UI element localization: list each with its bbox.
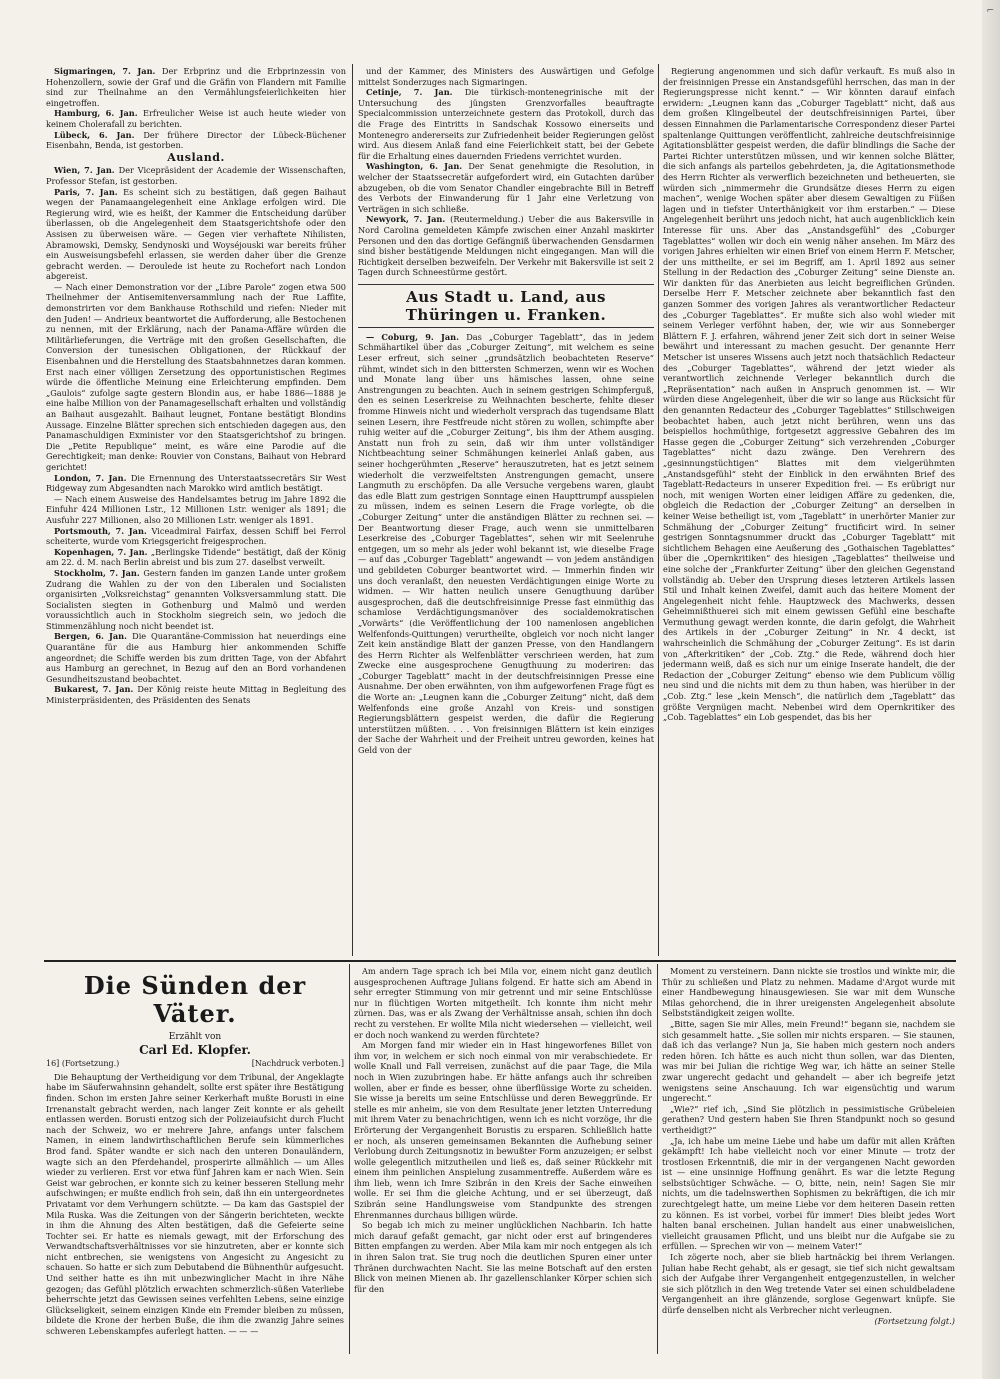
news-text: Es scheint sich zu bestätigen, daß gegen Baihaut wegen der Panamaangelegenheit eine Anklage erfolgen wird. Die Regierung wird, wie es heißt, der Kammer die Entscheidung darüber überlassen, ob die Angelegenheit dem Staatsgerichtshofe oder den Assisen zu überweisen wäre. — Gegen vier verhaftete Nihilisten, Abramowski, Demsky, Sendynoski und Woyséjouski war bereits früher ein Ausweisungsbefehl erlassen, sie werden daher über die Grenze gebracht werden. — Deroulede ist heute zu Rochefort nach London abgereist. xyxy=(46,186,346,282)
column-rule xyxy=(657,964,658,1354)
dateline: Bukarest, 7. Jan. xyxy=(54,684,138,695)
news-item xyxy=(46,494,346,526)
dateline: Stockholm, 7. Jan. xyxy=(54,567,144,578)
news-item xyxy=(46,473,346,494)
news-item xyxy=(46,526,346,547)
serial-told-by: Erzählt von xyxy=(168,1032,222,1042)
news-text: — Nach einem Ausweise des Handelsamtes betrug im Jahre 1892 die Einfuhr 424 Millionen Lstr., 12 Millionen Lstr. weniger als 1891; die Ausfuhr 227 Millionen, also 20 Millionen Lstr. weniger als 1891. xyxy=(46,493,346,525)
serial-column-1 xyxy=(46,966,344,1350)
news-item xyxy=(46,130,346,151)
news-item xyxy=(46,108,346,129)
news-text: Der Erbprinz und die Erbprinzessin von Hohenzollern, sowie der Graf und die Gräfin von Flandern mit Familie sind zur Theilnahme an den Vermählungsfeierlichkeiten hier eingetroffen. xyxy=(46,66,346,108)
serial-paragraph: Ich zögerte noch, aber sie blieb hartnäckig bei ihrem Verlangen. Julian habe Recht gehabt, als er gesagt, sie tief sich nicht gewaltsam sich der Aufgabe ihrer Vergangenheit entgegenzustellen, in welcher sie sich plötzlich in den Weg tretende Vater sei einen schuldbeladene Vergangenheit an ihre glänzende, sorglose Gegenwart knüpfe. Sie dürfe denselben nicht als Verbrecher nicht verleugnen. xyxy=(662,1252,955,1315)
column-rule xyxy=(658,64,659,956)
serial-paragraph: „Ja, ich habe um meine Liebe und habe um dafür mit allen Kräften gekämpft! Ich habe vielleicht noch vor einer Minute — trotz der trostlosen Erkenntniß, die mir in der vergangenen Nacht geworden ist — eine unsinnige Hoffnung genährt. Es war die letzte Regung selbstsüchtiger Schwäche. — O, bitte, nein, nein! Sagen Sie mir nichts, um die tadelnswerthen Sophismen zu bekräftigen, die ich mir zurechtgelegt hatte, um meine Liebe vor dem heiteren Dasein retten zu können. Es ist vorbei, vorbei für immer! Dies bleibt jedes Wort halten banal erscheinen. Julian handelt aus einer unabweislichen, vielleicht grausamen Pflicht, und uns bleibt nur die Aufgabe sie zu erfüllen. — Sprechen wir von — meinem Vater!“ xyxy=(662,1135,955,1252)
news-text: Der Senat genehmigte die Resolution, in welcher der Staatssecretär aufgefordert wird, ein Gutachten darüber abzugeben, ob die vom Senator Chandler eingebrachte Bill in Betreff des Verbots der Einwanderung für 1 Jahr eine Verletzung von Verträgen in sich schließe. xyxy=(358,161,654,214)
dateline: Sigmaringen, 7. Jan. xyxy=(54,66,162,76)
dateline: Hamburg, 6. Jan. xyxy=(54,108,144,119)
news-text: Die türkisch-montenegrinische mit der Untersuchung des jüngsten Grenzvorfalles beauftragte Specialcommission unterzeichnete gestern das Protokoll, durch das die Frage des Eintritts in Sandschak Kossowo einerseits und Montenegro andererseits zur Zufriedenheit beider Regierungen gelöst wird. Aus diesem Anlaß fand eine Feierlichkeit statt, bei der Gebete für die Erhaltung eines dauernden Friedens verrichtet wurden. xyxy=(358,87,654,161)
news-text: (Reutermeldung.) Ueber die aus Bakersville in Nord Carolina gemeldeten Kämpfe zwischen einer Anzahl maskirter Personen und den das dortige Gefängniß überwachenden Gensdarmen sind bisher bestätigende Meldungen nicht eingegangen. Man will die Richtigkeit derselben bezweifeln. Der Verkehr mit Bakersville ist seit 2 Tagen durch Schneestürme gestört. xyxy=(358,214,654,278)
dateline: Lübeck, 6. Jan. xyxy=(54,129,144,140)
dateline: — Coburg, 9. Jan. xyxy=(366,331,467,342)
news-item xyxy=(358,66,654,87)
column-rule xyxy=(349,964,350,1354)
news-item xyxy=(46,631,346,684)
news-text: Gestern fanden im ganzen Lande unter großem Zudrang die Wahlen zu der von den Liberalen und Socialisten organisirten „Volksreichstag“ genannten Volksversammlung statt. Die Socialisten siegten in Gothenburg und Malmö und werden voraussichtlich auch in Stockholm siegreich sein, wo jedoch die Stimmenzählung noch nicht beendet ist. xyxy=(46,567,346,631)
column-rule xyxy=(352,64,353,956)
news-column-2 xyxy=(358,66,654,954)
dateline: Wien, 7. Jan. xyxy=(54,165,119,176)
news-text: — Nach einer Demonstration vor der „Libre Parole“ zogen etwa 500 Theilnehmer der Antisemitenversammlung nach der Rue Laffite, demonstrirten vor dem Bankhause Rothschild und riefen: Nieder mit den Juden! — Andrieux beantwortet die Aufforderung, alle Bestochenen zu nennen, mit der Erklärung, nach der Panama-Affäre würden die Militärlieferungen, die Verträge mit den großen Gesellschaften, die Conversion der tunesischen Obligationen, der Rückkauf der Eisenbahnen und die Herstellung des Staatsbahnnetzes daran kommen. Erst nach einer völligen Zersetzung des opportunistischen Regimes würde die öffentliche Meinung eine Erleichterung empfinden. Dem „Gaulois“ zufolge sagte gestern Blondin aus, er habe 1886—1888 je eine halbe Million von der Panamagesellschaft erhalten und vollständig an Baihaut ausgezahlt. Baihaut leugnet, Fontane bestätigt Blondins Aussage. Einzelne Blätter sprechen sich entschieden dagegen aus, den Panamaschuldigen Exminister vor den Staatsgerichtshof zu bringen. Die „Petite Republique“ meint, es wäre eine Parodie auf die Gerechtigkeit; man denke: Rouvier von Constans, Baihaut von Hebrard gerichtet! xyxy=(46,281,346,472)
news-text: Die Quarantäne-Commission hat neuerdings eine Quarantäne für die aus Hamburg hier ankommenden Schiffe angeordnet; die Schiffe werden bis zum dritten Tage, von der Abfahrt aus Hamburg an gerechnet, in Bezug auf den an Bord vorhandenen Gesundheitszustand beobachtet. xyxy=(46,631,346,684)
news-text: Das „Coburger Tageblatt“, das in jedem Schmähartikel über das „Coburger Zeitung“, mit welchem es seine Leser erfreut, sich seiner „grundsätzlich beobachteten Reserve“ rühmt, windet sich in den bittersten Schmerzen, wenn wir es Wochen und Monate lang über uns hämisches lassen, ohne seine Anstrengungen zu beachten. Auch in seinem gestrigen Schimpferguß, den es seinen Leserkreise zu Weihnachten bescherte, fehlte dieser fromme Hinweis nicht und wiederholt versprach das tugendsame Blatt seinen Lesern, ihre Festfreude nicht stören zu wollen, schimpfte aber ruhig weiter auf die „Coburger Zeitung“, bis ihm der Athem ausging. Anstatt nun froh zu sein, daß wir ihm unter vollständiger Nichtbeachtung seiner Schmähungen keinerlei Anlaß gaben, aus seiner hochgerühmten „Reserve“ herauszutreten, hat es jetzt seinem wiederholt die verzweifeltsten Anstrengungen gemacht, unsere Langmuth zu erschöpfen. Da alle Versuche vergebens waren, glaubt das edle Blatt zum gestrigen Sonntage einen Haupttrumpf ausspielen zu müssen, indem es seinen Lesern die Frage vorlegte, ob die „Coburger Zeitung“ unter die anständigen Blätter zu rechnen sei. — Der Beantwortung dieser Frage, auch wenn sie unmittelbaren Leserkreise des „Coburger Tageblattes“, sehen wir mit Seelenruhe entgegen, um so mehr als jeder wohl bekannt ist, wie dieselbe Frage — auf das „Coburger Tageblatt“ angewandt — von jedem anständigen und gebildeten Coburger beantwortet wird. — Immerhin finden wir uns doch veranlaßt, den neuesten Verdächtigungen einige Worte zu widmen. — Wir hatten neulich unsere Genugthuung darüber ausgesprochen, daß die deutschfreisinnige Presse fast einmüthig das schamlose Verdächtigungsmanöver des socialdemokratischen „Vorwärts“ (die Veröffentlichung der 100 namenlosen angeblichen Welfenfonds-Quittungen) verurtheilte, obgleich vor noch nicht langer Zeit kein anständige Blatt der ganzen Presse, von den Handlangern des Herrn Richter als Welfenblätter verschrieen werden, hat zum Zwecke eine ausgesprochene Genugthuung zu moderiren: das „Coburger Tageblatt“ macht in der deutschfreisinnigen Presse eine Ausnahme. Der oben erwähnten, von ihm aufgeworfenen Frage fügt es die Worte an: „Leugnen kann die „Coburger Zeitung“ nicht, daß dem Welfenfonds eine große Anzahl von Kreis- und sonstigen Regierungsblättern gespeist werden, die dafür die Regierung unterstützen müßten. . . . Von freisinnigen Blättern ist kein einziges der Sache der Wahrheit und der Freiheit untreu geworden, keines hat Geld von der xyxy=(358,331,654,756)
news-text: und der Kammer, des Ministers des Auswärtigen und Gefolge mittelst Sonderzuges nach Sigmaringen. xyxy=(358,66,654,87)
dateline: Cetinje, 7. Jan. xyxy=(366,87,465,98)
news-item xyxy=(46,568,346,632)
news-item xyxy=(663,66,955,723)
news-text: Erfreulicher Weise ist auch heute wieder von keinem Cholerafall zu berichten. xyxy=(46,108,346,129)
section-divider xyxy=(44,960,956,962)
news-item xyxy=(358,87,654,161)
news-column-3 xyxy=(663,66,955,954)
continued-note: (Fortsetzung folgt.) xyxy=(874,1315,955,1326)
serial-paragraph: So begab ich mich zu meiner unglücklichen Nachbarin. Ich hatte mich darauf gefaßt gemacht, gar nicht oder erst auf bringenderes Bitten empfangen zu werden. Aber Mila kam mir noch entgegen als ich in ihren Salon trat. Sie trug noch die deutlichen Spuren einer unter Thränen durchwachten Nacht. Sie las meine Botschaft auf den ersten Blick von meinen Mienen ab. Ihr gazellenschlanker Körper schien sich für den xyxy=(354,1220,652,1294)
serial-column-3 xyxy=(662,966,955,1350)
dateline: Newyork, 7. Jan. xyxy=(366,214,451,225)
news-text: „Berlingske Tidende“ bestätigt, daß der König am 22. d. M. nach Berlin abreist und bis zum 27. daselbst verweilt. xyxy=(46,546,346,568)
serial-paragraph: „Wie?“ rief ich, „Sind Sie plötzlich in pessimistische Grübeleien gerathen? Und gestern haben Sie Ihren Standpunkt noch so gesund vertheidigt?“ xyxy=(662,1103,955,1135)
news-item xyxy=(46,187,346,282)
reprint-note: [Nachdruck verboten.] xyxy=(251,1059,344,1069)
news-item xyxy=(46,282,346,473)
serial-title: Die Sünden der Väter. xyxy=(83,971,307,1028)
news-text: Der frühere Director der Lübeck-Büchener Eisenbahn, Benda, ist gestorben. xyxy=(46,129,346,151)
serial-paragraph: Moment zu versteinern. Dann nickte sie trostlos und winkte mir, die Thür zu schließen und Platz zu nehmen. Madame d'Argot wurde mit einer Handbewegung hinausgewiesen. Sie war mit dem Wunsche Milas gehorchend, die in ihrer ureigensten Angelegenheit absolute Selbstständigkeit zeigen wollte. xyxy=(662,966,955,1019)
news-item xyxy=(358,214,654,278)
news-item xyxy=(46,66,346,108)
dateline: Bergen, 6. Jan. xyxy=(54,631,133,642)
news-item xyxy=(46,684,346,705)
dateline: Washington, 6. Jan. xyxy=(366,161,469,172)
dateline: Paris, 7. Jan. xyxy=(54,186,124,197)
serial-text xyxy=(46,1072,344,1337)
news-column-1 xyxy=(46,66,346,954)
section-heading: Aus Stadt u. Land, aus Thüringen u. Franken. xyxy=(358,284,654,328)
scan-edge xyxy=(982,0,1000,1379)
news-text: Die Ernennung des Unterstaatssecretärs Sir West Ridgeway zum Abgesandten nach Marokko wird amtlich bestätigt. xyxy=(46,472,346,494)
news-item xyxy=(358,332,654,756)
news-text: Viceadmiral Fairfax, dessen Schiff bei Ferrol scheiterte, wurde vom Kriegsgericht freigesprochen. xyxy=(46,525,346,547)
dateline: Portsmouth, 7. Jan. xyxy=(54,525,152,536)
serial-paragraph: „Bitte, sagen Sie mir Alles, mein Freund!“ begann sie, nachdem sie sich gesammelt hatte. „Sie sollen mir nichts ersparen. — Sie staunen, daß ich das verlange? Nun ja, Sie haben mich gestern noch anders reden hören. Ich hätte es auch nicht thun sollen, war das Dienten, was mir bei Julian die richtige Weg war, ich hätte an seiner Stelle zwar ungerecht gedacht und gehandelt — aber ich begreife jetzt wenigstens seine Anschauung. Ich war eigensüchtig und warum ungerecht.“ xyxy=(662,1018,955,1104)
serial-column-2 xyxy=(354,966,652,1350)
dateline: London, 7. Jan. xyxy=(54,472,131,483)
serial-paragraph: Die Behauptung der Vertheidigung vor dem Tribunal, der Angeklagte habe im Säuferwahnsinn gehandelt, sollte erst später ihre Bestätigung finden. Schon im ersten Jahre seiner Kerkerhaft mußte Borusti in eine Irrenanstalt gebracht werden, nach langer Zeit konnte er als geheilt entlassen werden. Borusti entzog sich der Polizeiaufsicht durch Flucht nach der Schweiz, wo er mehrere Jahre, anfangs unter falschem Namen, in einem landwirthschaftlichen Berufe sein kümmerliches Brod fand. Später wandte er sich nach den unteren Donauländern, wagte sich an den Pferdehandel, prosperirte allmählich — um Alles wieder zu verlieren. Erst vor etwa fünf Jahren kam er nach Wien. Sein Geist war gebrochen, er konnte sich zu keiner besseren Stellung mehr aufschwingen; er mußte endlich froh sein, daß ihn ein untergeordnetes Privatamt vor dem Verhungern schützte. — Da kam das Gastspiel der Mila Ruska. Was die Zeitungen von der Sängerin berichteten, weckte in ihm die Ahnung des Alten bestätigen, daß die Gefeierte seine Tochter sei. Er hatte es niemals gewagt, mit der Erforschung des Verwandtschaftsverhältnisses vor sie hinzutreten, aber er konnte sich nicht entbrechen, sie wenigstens von Angesicht zu Angesicht zu schauen. So hatte er sich zum Debutabend die Bühnenthür aufgesucht. Und seither hatte es ihn mit unbezwinglicher Macht in ihre Nähe gezogen; das Gefühl plötzlich erwachten schmerzlich-süßen Vaterliebe beherrschte jetzt das Gewissen seines verfehlten Lebens, seine einzige Glückseligkeit, seinem einzigen Kinde ein Fremder bleiben zu müssen, bildete die Krone der herben Buße, die ihm die zwanzig Jahre seines schweren Lebenskampfes auferlegt hatten. — — — xyxy=(46,1071,344,1337)
news-item xyxy=(46,547,346,568)
section-heading: Ausland. xyxy=(167,150,225,164)
news-text: Der König reiste heute Mittag in Begleitung des Ministerpräsidenten, des Präsidenten des Senats xyxy=(46,684,346,706)
news-item xyxy=(46,165,346,186)
news-item xyxy=(358,161,654,214)
serial-meta xyxy=(46,1059,344,1070)
serial-author: Carl Ed. Klopfer. xyxy=(139,1042,251,1057)
serial-paragraph: Am andern Tage sprach ich bei Mila vor, einem nicht ganz deutlich ausgesprochenen Auftrage Julians folgend. Er hatte sich am Abend in sehr erregter Stimmung von mir getrennt und mir seine Entschlüsse nur in flüchtigen Worten mitgetheilt. Ich konnte ihm nicht mehr zürnen. Das, was er als Zwang der Verhältnisse ansah, schien ihn doch recht zu verstehen. Er wollte Mila nicht wiedersehen — vielleicht, weil er doch noch wankend zu werden fürchtete? xyxy=(354,966,652,1040)
corner-mark: ⌐ xyxy=(986,6,994,16)
installment-number: 16] (Fortsetzung.) xyxy=(46,1059,120,1069)
serial-paragraph: Am Morgen fand mir wieder ein in Hast hingeworfenes Billet von ihm vor, in welchem er sich noch einmal von mir verabschiedete. Er wolle Knall und Fall verreisen, zunächst auf die paar Tage, die Mila noch in Wien zuzubringen habe. Er hätte anfangs auch ihr schreiben wollen, aber er finde es besser, ohne überflüssige Worte zu scheiden. Sie wisse ja bereits um seine Entschlüsse und deren Beweggründe. Er stelle es mir anheim, sie von dem Resultate jener letzten Unterredung mit ihrem Vater zu benachrichtigen, wenn ich es nicht vorzöge, ihr die Erörterung der Vergangenheit Borustis zu ersparen. Schließlich hatte er noch, als unseren gemeinsamen Bekannten die Aufhebung seiner Verlobung durch Zeitungsnotiz in bewußter Form anzuzeigen; er selbst wolle gelegentlich mitzutheilen und ließ es, daß seiner Rückkehr mit einem ihm peinlichen Anspielung zusammentreffe. Außerdem wäre es ihm lieb, wenn ich Imre Szibrán in den Kreis der Sache einweihen wolle. Er sei Ihm die gleiche Achtung, und er sei überzeugt, daß Szibrán seine Handlungsweise vom Standpunkte des strengen Ehrenmannes durchaus billigen würde. xyxy=(354,1040,652,1220)
news-text: Regierung angenommen und sich dafür verkauft. Es muß also in der freisinnigen Presse ein Anstandsgefühl herrschen, das man in der Regierungspresse nicht kennt.“ — Wir könnten darauf einfach erwidern: „Leugnen kann das „Coburger Tageblatt“ nicht, daß aus dem großen Klingelbeutel der deutschfreisinnigen Partei, über dessen Einnahmen die Parlamentarische Correspondenz dieser Partei spaltenlange Quittungen veröffentlicht, zahlreiche deutschfreisinnige Agitationsblätter gespeist werden, die dafür blindlings die Sache der Partei Richter unterstützen müssen, und wir kennen solche Blätter, die sich anfangs als parteilos gebehrdeten, ja, die Agitationsmethode des Herrn Richter als verwerflich bezeichneten und betheuerten, sie würden sich „nimmermehr die Grundsätze dieses Herrn zu eigen machen“, wenige Wochen später aber diesem Gewaltigen zu Füßen lagen und in tiefster Unterthänigkeit vor ihm erstarben.“ — Diese Angelegenheit berührt uns jedoch nicht, hat auch augenblicklich kein Interesse für uns. Aber das „Anstandsgefühl“ des „Coburger Tageblattes“ wollen wir doch ein wenig näher ansehen. Im März des vorigen Jahres erhielten wir einen Brief von einem Herrn F. Metscher, der uns mittheilte, er sei im Begriff, am 1. April 1892 aus seiner Stellung in der Redaction des „Coburger Zeitung“ seine Dienste an. Wir dankten für das Anerbieten aus leicht begreiflichen Gründen. Derselbe Herr F. Metscher zeichnete aber bekanntlich fast den ganzen Sommer des vorigen Jahres als verantwortlicher Redacteur des „Coburger Tageblattes“. Er mußte sich also wohl wieder mit seinem Verleger verföhnt haben, der, wie wir aus Sonneberger Blättern F. J. erfahren, während jener Zeit sich dort in seiner Weise bewährt und interessant zu machen gesucht. Der genannte Herr Metscher ist unseres Wissens auch jetzt noch thatsächlich Redacteur des „Coburger Tageblattes“, während der jetzt wieder als verantwortlich zeichnende Verleger bekanntlich durch die „Repräsentation“ nach außen in Anspruch genommen ist. — Wir würden diese Angelegenheit, über die wir so lange aus Rücksicht für den genannten Redacteur des „Coburger Tageblattes“ Stillschweigen beobachtet haben, auch jetzt nicht berühren, wenn uns das beispiellos hochmüthige, fortgesetzt aggressive Gebahren des im Hasse gegen die „Coburger Zeitung“ sich verzehrenden „Coburger Tageblattes“ nicht dazu zwänge. Den Verehrern des „gesinnungstüchtigen“ Blattes mit dem vielgerühmten „Anstandsgefühl“ steht der Einblick in den erwähnten Brief des Tageblatt-Redacteurs in unserer Expedition frei. — Es erübrigt nur noch, mit wenigen Worten einer leidigen Affäre zu gedenken, die, obgleich die Redaction der „Coburger Zeitung“ an derselben in keiner Weise betheiligt ist, vom „Tageblatt“ in unerhörter Manier zur Schmähung der „Coburger Zeitung“ fructificirt wird. In seiner gestrigen Sonntagsnummer druckt das „Coburger Tageblatt“ mit sichtlichem Behagen eine Aeußerung des „Gothaischen Tageblattes“ über die „Opernkritiken“ des hiesigen „Tageblattes“ theilweise und eine solche der „Frankfurter Zeitung“ über den gleichen Gegenstand vollständig ab. Ueber den Ursprung dieses letzteren Artikels lassen Stil und Inhalt keinen Zweifel, damit auch das heitere Moment der Angelegenheit nicht fehle. Hauptzweck des Machwerks, dessen Geheimnißthuerei sich mit einem gewissen Gefühl eine beschafte Vermuthung gewagt werden konnte, die darin gefolgt, die Wahrheit des Artikels in der „Coburger Zeitung“ in Nr. 4 deckt, ist wahrscheinlich die Schmähung der „Coburger Zeitung“. Es ist darin von „Afterkritiken“ der „Cob. Ztg.“ die Rede, während doch hier jedermann weiß, daß es sich nur um einige Inserate handelt, die der Redaction der „Coburger Zeitung“ ebenso wie dem Publicum völlig neu sind und die nichts mit dem zu thun haben, was hierüber in der „Cob. Ztg.“ lese „kein Mensch“, die natürlich dem „Tageblatt“ das größte Vergnügen macht. Nebenbei wird dem Opernkritiker des „Cob. Tageblattes“ ein Lob gespendet, das bis her xyxy=(663,66,955,723)
news-text: Der Vicepräsident der Academie der Wissenschaften, Professor Stefan, ist gestorben. xyxy=(46,165,346,186)
dateline: Kopenhagen, 7. Jan. xyxy=(54,546,151,557)
